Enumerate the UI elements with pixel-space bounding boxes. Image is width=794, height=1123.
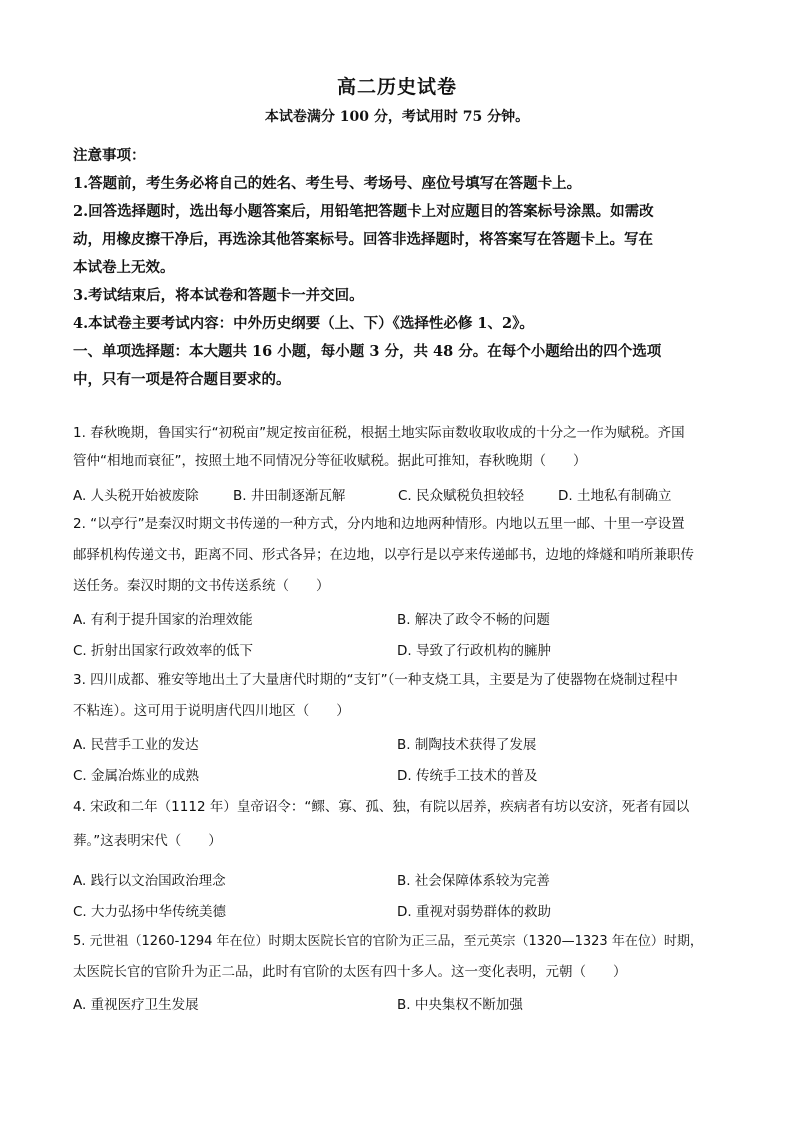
question-4 — [73, 795, 723, 853]
instruction-item-2-line-1: 2.回答选择题时，选出每小题答案后，用铅笔把答题卡上对应题目的答案标号涂黑。如需改 — [73, 203, 654, 220]
question-1-stem-line-1: 1. 春秋晚期，鲁国实行“初税亩”规定按亩征税，根据土地实际亩数收取收成的十分之一作为赋税。齐国 — [73, 425, 685, 441]
question-3-option-a: A. 民营手工业的发达 — [73, 737, 199, 753]
instructions-heading: 注意事项： — [73, 147, 146, 164]
question-1 — [73, 423, 723, 471]
question-2-option-a: A. 有利于提升国家的治理效能 — [73, 612, 253, 628]
question-1-option-c: C. 民众赋税负担较轻 — [398, 488, 525, 504]
question-5-stem-line-2: 太医院长官的官阶升为正二品，此时有官阶的太医有四十多人。这一变化表明，元朝（ ） — [73, 964, 627, 980]
question-2-option-d: D. 导致了行政机构的臃肿 — [397, 643, 551, 659]
instruction-item-4: 4.本试卷主要考试内容：中外历史纲要（上、下）《选择性必修 1、2》。 — [73, 315, 534, 332]
question-1-stem-line-2: 管仲“相地而衰征”，按照土地不同情况分等征收赋税。据此可推知，春秋晚期（ ） — [73, 453, 587, 469]
question-2-option-c: C. 折射出国家行政效率的低下 — [73, 643, 254, 659]
question-3-option-c: C. 金属冶炼业的成熟 — [73, 768, 200, 784]
instruction-item-1: 1.答题前，考生务必将自己的姓名、考生号、考场号、座位号填写在答题卡上。 — [73, 175, 582, 192]
question-4-option-a: A. 践行以文治国政治理念 — [73, 873, 226, 889]
instructions-block — [73, 142, 723, 394]
question-1-option-d: D. 土地私有制确立 — [558, 488, 672, 504]
question-4-stem-line-2: 葬。”这表明宋代（ ） — [73, 833, 222, 849]
question-2-stem-line-2: 邮驿机构传递文书，距离不同、形式各异；在边地，以亭行是以亭来传递邮书，边地的烽燧和哨所兼职传 — [73, 547, 694, 563]
question-4-option-d: D. 重视对弱势群体的救助 — [397, 904, 551, 920]
question-1-option-a: A. 人头税开始被废除 — [73, 488, 199, 504]
question-5 — [73, 932, 723, 982]
question-4-option-b: B. 社会保障体系较为完善 — [397, 873, 550, 889]
question-5-option-a: A. 重视医疗卫生发展 — [73, 997, 199, 1013]
instruction-item-2-line-3: 本试卷上无效。 — [73, 259, 175, 276]
question-3-stem-line-2: 不粘连）。这可用于说明唐代四川地区（ ） — [73, 703, 350, 719]
question-4-stem-line-1: 4. 宋政和二年（1112 年）皇帝诏令：“鳏、寡、孤、独，有院以居养，疾病者有坊以安济，死者有园以 — [73, 799, 690, 815]
page-subtitle: 本试卷满分 100 分，考试用时 75 分钟。 — [264, 109, 530, 125]
page-title: 高二历史试卷 — [336, 76, 457, 98]
question-3-option-d: D. 传统手工技术的普及 — [397, 768, 538, 784]
question-3 — [73, 670, 723, 721]
section-heading-line-1: 一、单项选择题：本大题共 16 小题，每小题 3 分，共 48 分。在每个小题给出的四个选项 — [73, 343, 662, 360]
question-2-stem-line-3: 送任务。秦汉时期的文书传送系统（ ） — [73, 578, 330, 594]
question-5-stem-line-1: 5. 元世祖（1260-1294 年在位）时期太医院长官的官阶为正三品，至元英宗（1320—1323 年在位）时期， — [73, 934, 703, 949]
question-4-option-c: C. 大力弘扬中华传统美德 — [73, 904, 227, 920]
instruction-item-2-line-2: 动，用橡皮擦干净后，再选涂其他答案标号。回答非选择题时，将答案写在答题卡上。写在 — [73, 231, 653, 248]
instruction-item-3: 3.考试结束后，将本试卷和答题卡一并交回。 — [73, 287, 364, 304]
question-2-stem-line-1: 2. “以亭行”是秦汉时期文书传递的一种方式，分内地和边地两种情形。内地以五里一邮、十里一亭设置 — [73, 516, 685, 532]
question-2 — [73, 514, 723, 596]
question-5-option-b: B. 中央集权不断加强 — [397, 997, 523, 1013]
section-heading-line-2: 中，只有一项是符合题目要求的。 — [73, 371, 291, 388]
question-1-option-b: B. 井田制逐渐瓦解 — [233, 488, 346, 504]
question-3-option-b: B. 制陶技术获得了发展 — [397, 737, 537, 753]
question-3-stem-line-1: 3. 四川成都、雅安等地出土了大量唐代时期的“支钉”（一种支烧工具，主要是为了使器物在烧制过程中 — [73, 672, 678, 688]
question-2-option-b: B. 解决了政令不畅的问题 — [397, 612, 550, 628]
